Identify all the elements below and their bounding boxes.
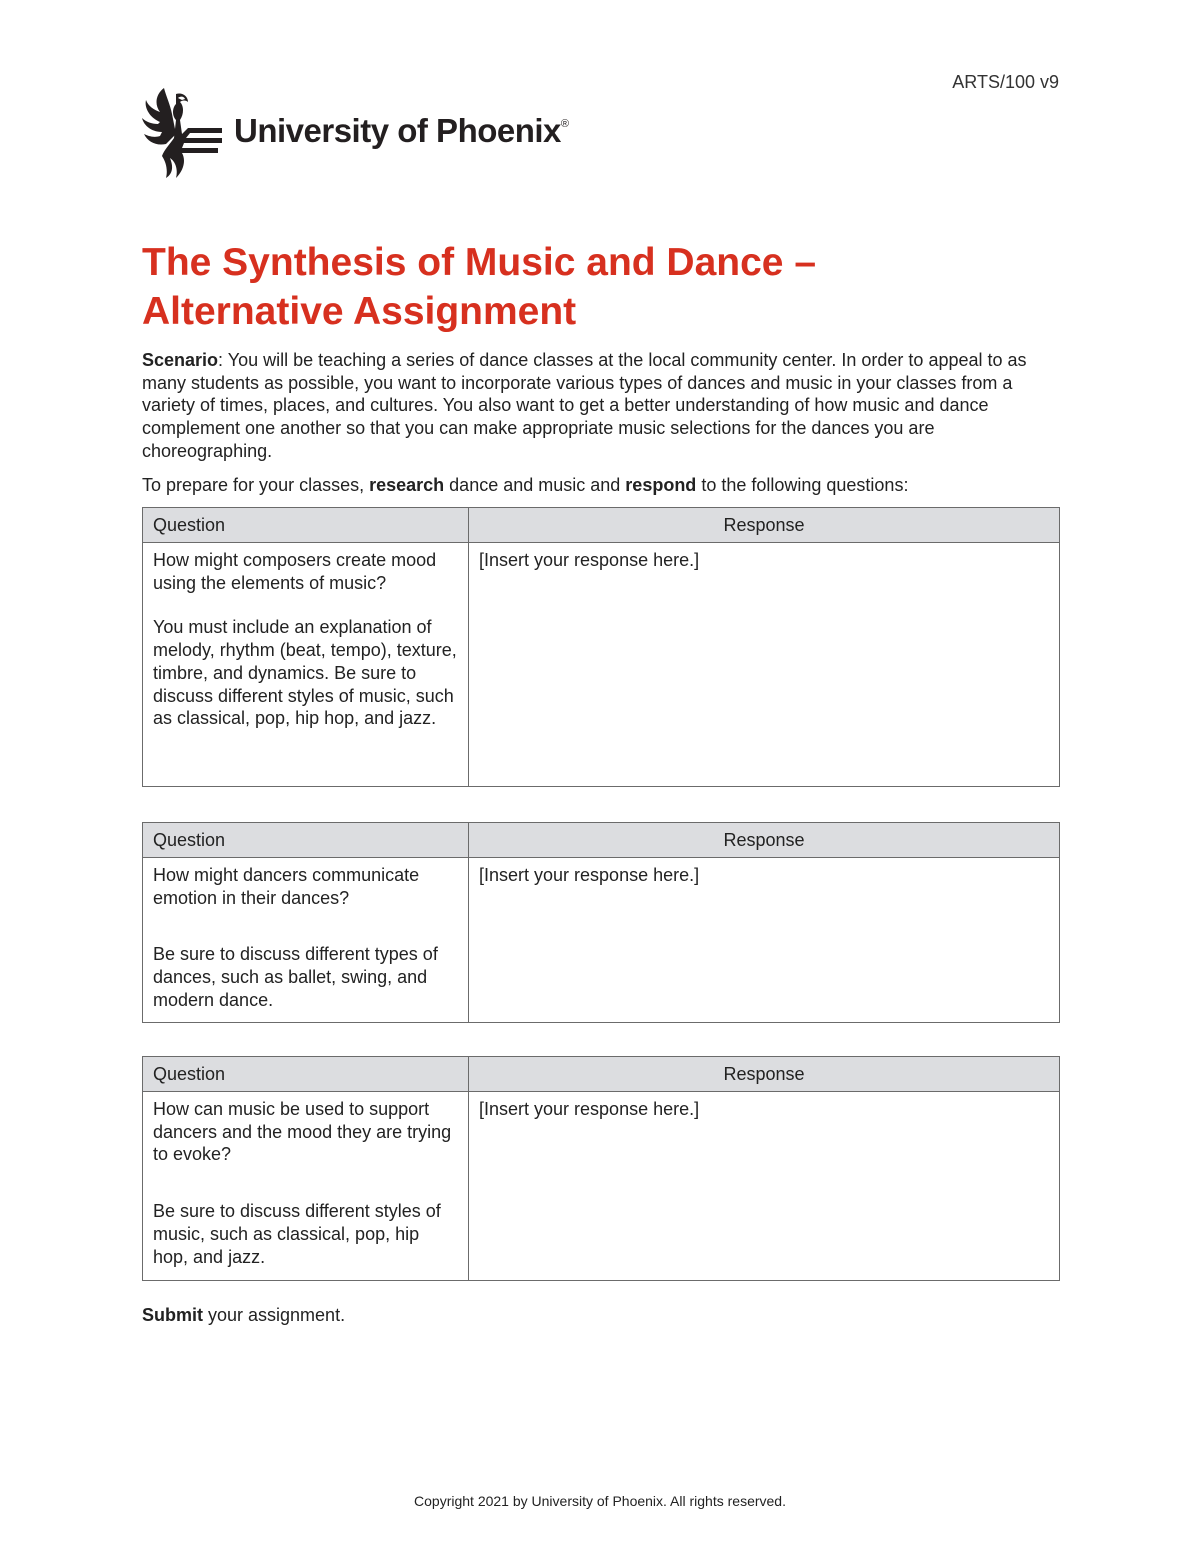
copyright-footer: Copyright 2021 by University of Phoenix. All rights reserved. [414, 1493, 786, 1509]
submit-bold: Submit [142, 1305, 203, 1325]
question-table-2 [142, 822, 1060, 1023]
submit-text: your assignment. [203, 1305, 346, 1325]
scenario-label: Scenario [142, 350, 219, 370]
response-header: Response [469, 823, 1060, 858]
response-header: Response [469, 508, 1060, 543]
question-text: How might composers create mood using the elements of music? [153, 550, 437, 593]
question-text: How might dancers communicate emotion in their dances? [153, 865, 420, 908]
instructions-part-1: To prepare for your classes, [142, 475, 370, 495]
page-title [142, 238, 1062, 336]
registered-mark: ® [560, 118, 569, 130]
question-header: Question [143, 1057, 469, 1092]
response-field[interactable]: [Insert your response here.] [469, 858, 1060, 1023]
question-header: Question [143, 823, 469, 858]
response-header: Response [469, 1057, 1060, 1092]
question-cell [143, 858, 469, 1023]
logo-wordmark: University of Phoenix [234, 112, 561, 149]
university-logo [142, 84, 569, 180]
phoenix-bird-icon [142, 84, 224, 180]
question-table-1 [142, 507, 1060, 787]
title-line-2: Alternative Assignment [142, 290, 577, 333]
question-header: Question [143, 508, 469, 543]
question-detail: You must include an explanation of melody, rhythm (beat, tempo), texture, timbre, and dynamics. Be sure to discuss different styles of music, such as classical, pop, hip hop, and jazz. [153, 617, 457, 729]
question-detail: Be sure to discuss different styles of music, such as classical, pop, hip hop, and jazz. [153, 1201, 441, 1267]
title-line-1: The Synthesis of Music and Dance – [142, 241, 817, 284]
response-field[interactable]: [Insert your response here.] [469, 1092, 1060, 1281]
question-table-3 [142, 1056, 1060, 1281]
logo-text [234, 112, 569, 150]
instructions-part-2: dance and music and [444, 475, 626, 495]
question-text: How can music be used to support dancers and the mood they are trying to evoke? [153, 1099, 452, 1165]
question-cell [143, 1092, 469, 1281]
response-field[interactable]: [Insert your response here.] [469, 543, 1060, 787]
scenario-text: : You will be teaching a series of dance classes at the local community center. In order to appeal to as many students as possible, you want to incorporate various types of dances and music in your classes from a variety of times, places, and cultures. You also want to get a better understanding of how music and dance complement one another so that you can make appropriate music selections for the dances you are choreographing. [142, 350, 1027, 461]
instructions-bold-research: research [369, 475, 445, 495]
course-code: ARTS/100 v9 [952, 72, 1059, 92]
submit-line [142, 1304, 345, 1326]
instructions-paragraph [142, 474, 1062, 496]
question-detail: Be sure to discuss different types of dances, such as ballet, swing, and modern dance. [153, 944, 438, 1010]
instructions-bold-respond: respond [625, 475, 697, 495]
scenario-paragraph [142, 349, 1062, 463]
question-cell [143, 543, 469, 787]
instructions-part-3: to the following questions: [696, 475, 909, 495]
